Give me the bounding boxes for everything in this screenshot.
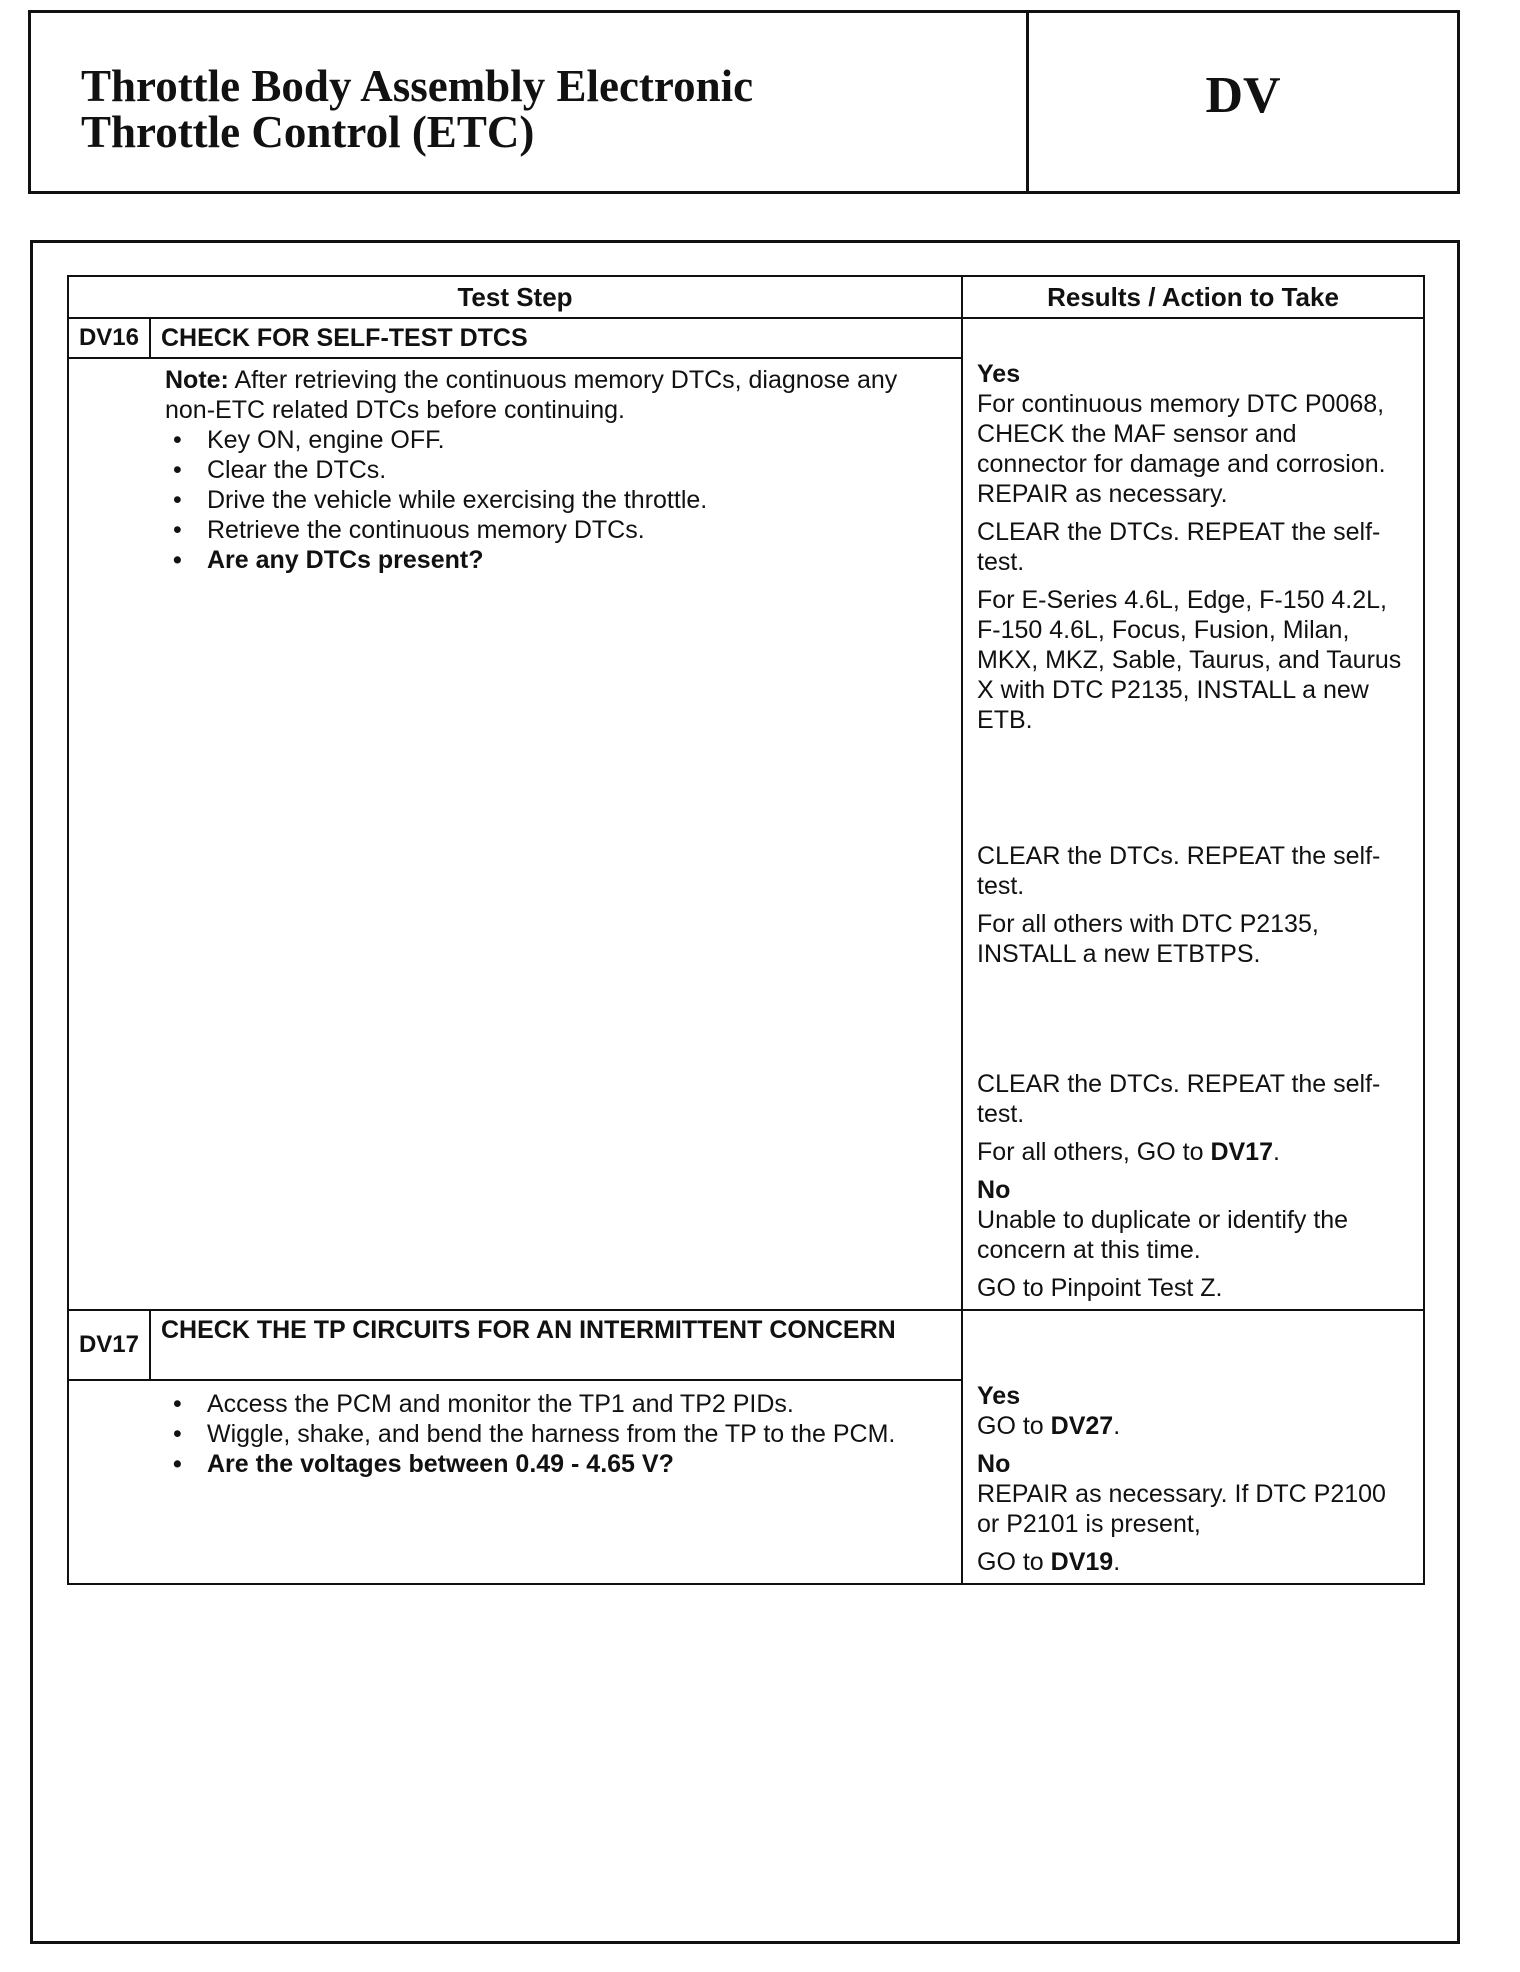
yes-label: Yes <box>977 1382 1021 1410</box>
step-question: • Are the voltages between 0.49 - 4.65 V? <box>165 1449 947 1479</box>
page-header <box>28 10 1460 194</box>
list-item: • Drive the vehicle while exercising the throttle. <box>165 485 947 515</box>
step-reference: DV17 <box>1210 1138 1273 1166</box>
page-title <box>31 13 1029 191</box>
result-text-prefix: For all others, GO to <box>977 1138 1211 1166</box>
header-results: Results / Action to Take <box>962 276 1424 318</box>
table-row <box>68 318 1424 358</box>
table-header-row <box>68 276 1424 318</box>
list-item: • Key ON, engine OFF. <box>165 425 947 455</box>
step-instructions <box>165 425 947 575</box>
result-text <box>977 1411 1409 1441</box>
note-label: Note: <box>165 366 229 394</box>
result-text: CLEAR the DTCs. REPEAT the self-test. <box>977 1070 1381 1128</box>
section-code: DV <box>1205 66 1281 124</box>
step-body-dv17 <box>68 1380 962 1584</box>
result-text: CLEAR the DTCs. REPEAT the self-test. <box>977 842 1381 900</box>
results-dv17 <box>962 1310 1424 1584</box>
step-id-dv16: DV16 <box>68 318 150 358</box>
step-question: • Are any DTCs present? <box>165 545 947 575</box>
result-text: REPAIR as necessary. If DTC P2100 or P2101 is present, <box>977 1480 1386 1538</box>
table-row <box>68 1310 1424 1380</box>
results-dv16 <box>962 318 1424 1310</box>
step-reference: DV19 <box>1050 1548 1114 1576</box>
result-text <box>977 1137 1409 1167</box>
result-text: For all others with DTC P2135, INSTALL a new ETBTPS. <box>977 910 1319 968</box>
yes-label: Yes <box>977 360 1021 388</box>
step-title-dv17: CHECK THE TP CIRCUITS FOR AN INTERMITTENT CONCERN <box>150 1310 962 1380</box>
list-item: • Retrieve the continuous memory DTCs. <box>165 515 947 545</box>
no-label: No <box>977 1176 1011 1204</box>
step-id-dv17: DV17 <box>68 1310 150 1380</box>
list-item: • Wiggle, shake, and bend the harness from the TP to the PCM. <box>165 1419 947 1449</box>
note <box>165 365 947 425</box>
result-text: CLEAR the DTCs. REPEAT the self-test. <box>977 518 1381 576</box>
result-text-prefix: GO to <box>977 1548 1051 1576</box>
step-reference: DV27 <box>1050 1412 1114 1440</box>
result-text-suffix: . <box>1272 1138 1280 1166</box>
result-text-prefix: GO to <box>977 1412 1051 1440</box>
result-text: For E-Series 4.6L, Edge, F-150 4.2L, F-150 4.6L, Focus, Fusion, Milan, MKX, MKZ, Sable, Taurus, and Taurus X with DTC P2135, INSTALL a new ETB. <box>977 586 1402 734</box>
result-text: Unable to duplicate or identify the concern at this time. <box>977 1206 1349 1264</box>
pinpoint-test-table <box>67 275 1425 1585</box>
list-item: • Access the PCM and monitor the TP1 and TP2 PIDs. <box>165 1389 947 1419</box>
list-item: • Clear the DTCs. <box>165 455 947 485</box>
step-body-dv16 <box>68 358 962 1310</box>
result-text <box>977 1547 1409 1577</box>
result-text: For continuous memory DTC P0068, CHECK the MAF sensor and connector for damage and corrosion. REPAIR as necessary. <box>977 390 1386 508</box>
step-title-dv16: CHECK FOR SELF-TEST DTCS <box>150 318 962 358</box>
no-label: No <box>977 1450 1011 1478</box>
result-text-suffix: . <box>1113 1412 1121 1440</box>
step-instructions <box>165 1389 947 1479</box>
content-frame <box>30 240 1460 1944</box>
result-text-suffix: . <box>1113 1548 1121 1576</box>
note-text: After retrieving the continuous memory DTCs, diagnose any non-ETC related DTCs before continuing. <box>165 366 898 424</box>
header-test-step: Test Step <box>68 276 962 318</box>
title-line-1: Throttle Body Assembly Electronic <box>81 61 754 111</box>
title-line-2: Throttle Control (ETC) <box>81 107 535 157</box>
result-text: GO to Pinpoint Test Z. <box>977 1274 1223 1302</box>
